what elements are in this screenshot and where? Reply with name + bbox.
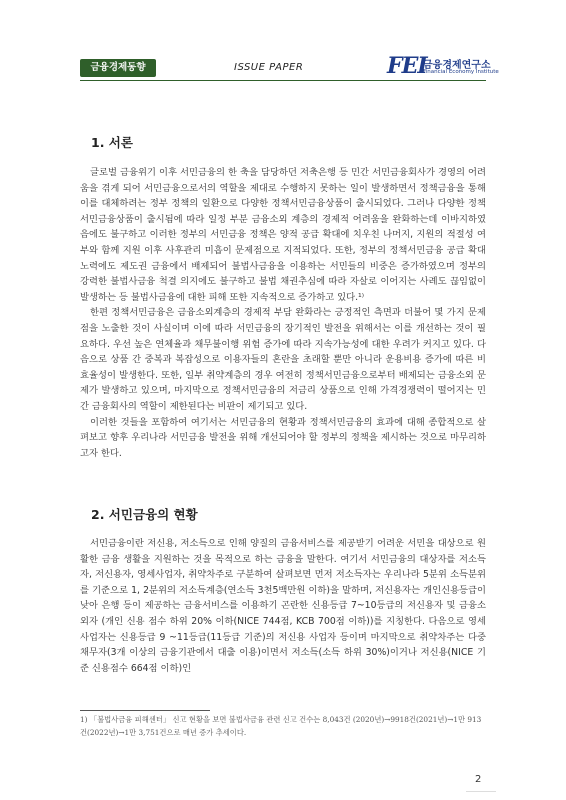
- header-divider: [80, 80, 486, 81]
- section-2-heading: 2. 서민금융의 현황: [91, 507, 198, 522]
- page-header: [0, 0, 566, 80]
- category-badge: 금융경제동향: [80, 59, 156, 77]
- paragraph: 이러한 것들을 포함하여 여기서는 서민금융의 현황과 정책서민금융의 효과에 대해 종합적으로 살펴보고 향후 우리나라 서민금융 발전을 위해 개선되어야 할 정부의 정책을 제시하는 것으로 마무리하고자 한다.: [80, 416, 486, 459]
- section-1-heading: 1. 서론: [91, 135, 133, 150]
- footnote: 1) 「불법사금융 피해센터」 신고 현황을 보면 불법사금융 관련 신고 건수는 8,043건 (2020년)→9918건(2021년)→1만 913건(2022년)→1만 3,751건으로 매년 증가 추세이다.: [80, 715, 482, 737]
- section-1-body: [80, 165, 486, 461]
- footer-mark: [466, 791, 496, 792]
- logo-english-name: Financial Economy Institute: [423, 69, 499, 75]
- paragraph: 글로벌 금융위기 이후 서민금융의 한 축을 담당하던 저축은행 등 민간 서민금융회사가 경영의 어려움을 겪게 되어 서민금융으로서의 역할을 제대로 수행하지 못하는 일이 발생하면서 정책금융을 통해 이를 대체하려는 정부 정책의 일환으로 다양한 정책서민금융상품이 출시되었다. 그러나 다양한 정책서민금융상품이 출시됨에 따라 일정 부분 금융소외 계층의 경제적 어려움을 완화하는데 이바지하였음에도 불구하고 이러한 정부의 서민금융 정책은 양적 공급 확대에 치우친 나머지, 지원의 적절성 여부와 함께 지원 이후 사후관리 미흡이 문제점으로 지적되었다. 또한, 정부의 정책서민금융 공급 확대 노력에도 제도권 금융에서 배제되어 불법사금융을 이용하는 서민들의 비중은 증가하였으며 정부의 강력한 불법사금융 척결 의지에도 불구하고 불법 채권추심에 따라 자살로 이어지는 사례도 끊임없이 발생하는 등 불법사금융에 대한 피해 또한 지속적으로 증가하고 있다.¹⁾: [80, 167, 486, 303]
- section-2-body: [80, 536, 486, 676]
- fei-logo: [387, 53, 497, 81]
- logo-korean-name: 금융경제연구소: [423, 60, 491, 71]
- footnote-divider: [80, 710, 210, 711]
- logo-mark: FEI: [387, 53, 427, 79]
- paragraph: 서민금융이란 저신용, 저소득으로 인해 양질의 금융서비스를 제공받기 어려운 서민을 대상으로 원활한 금융 생활을 지원하는 것을 목적으로 하는 금융을 말한다. 여기서 서민금융의 대상자를 저소득자, 저신용자, 영세사업자, 취약차주로 구분하여 살펴보면 먼저 저소득자는 우리나라 5분위 소득분위를 기준으로 1, 2분위의 저소득계층(연소득 3천5백만원 이하)을 말하며, 저신용자는 개인신용등급이 낮아 은행 등이 제공하는 금융서비스를 이용하기 곤란한 신용등급 7~10등급의 저신용자 및 금융소외자 (개인 신용 점수 하위 20% 이하(NICE 744점, KCB 700점 이하))를 지칭한다. 다음으로 영세사업자는 신용등급 9 ~11등급(11등급 기준)의 저신용 사업자 등이며 마지막으로 취약차주는 다중채무자(3개 이상의 금융기관에서 대출 이용)이면서 저소득(소득 하위 30%)이거나 저신용(NICE 기준 신용점수 664점 이하)인: [80, 538, 486, 674]
- issue-paper-label: ISSUE PAPER: [234, 62, 304, 73]
- page-number: 2: [475, 774, 482, 785]
- paragraph: 한편 정책서민금융은 금융소외계층의 경제적 부담 완화라는 긍정적인 측면과 더불어 몇 가지 문제점을 노출한 것이 사실이며 이에 따라 서민금융의 장기적인 발전을 위해서는 이를 개선하는 것이 필요하다. 우선 높은 연체율과 채무불이행 위험 증가에 따라 지속가능성에 대한 우려가 커지고 있다. 다음으로 상품 간 중복과 복잡성으로 이용자들의 혼란을 초래할 뿐만 아니라 운용비용 증가에 따른 비효율성이 발생한다. 또한, 일부 취약계층의 경우 여전히 정책서민금융으로부터 배제되는 금융소외 문제가 발생하고 있으며, 마지막으로 정책서민금융의 저금리 상품으로 인해 가격경쟁력이 떨어지는 민간 금융회사의 역할이 제한된다는 비판이 제기되고 있다.: [80, 307, 486, 412]
